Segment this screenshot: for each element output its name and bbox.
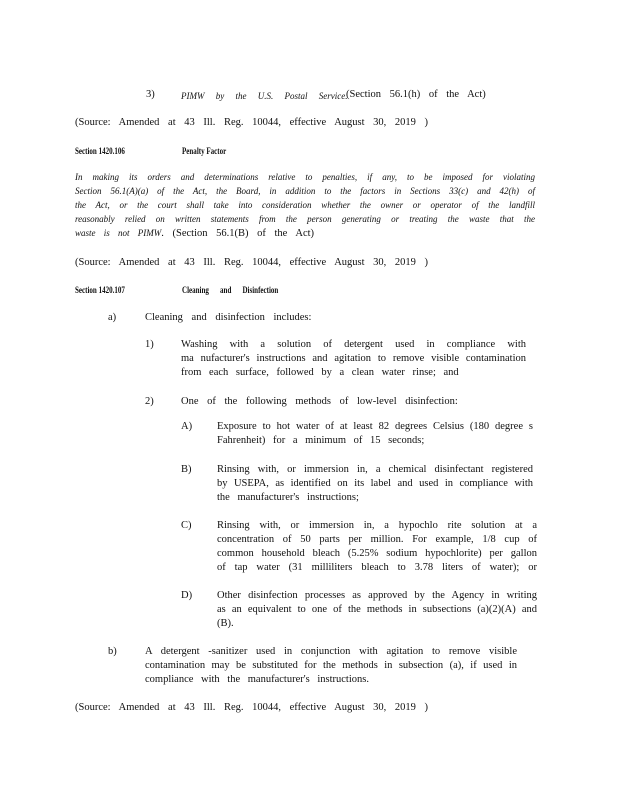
item-line: ma nufacturer's instructions and agitation to remove visible contamination (181, 353, 526, 364)
item-line: from each surface, followed by a clean water rinse; and (181, 367, 459, 378)
subitem-line: Rinsing with, or immersion in, a hypochlo rite solution at a (217, 520, 537, 531)
item-line: Washing with a solution of detergent used in compliance with (181, 339, 526, 350)
subitem-d-text (217, 589, 537, 631)
subitem-line: Fahrenheit) for a minimum of 15 seconds; (217, 435, 425, 446)
item-reference: (Section 56.1(h) of the Act) (346, 89, 486, 100)
subsection-label: a) (108, 312, 117, 323)
item-text: PIMW by the U.S. Postal Service. (181, 91, 348, 101)
item-label: 2) (145, 396, 154, 407)
source-note: (Source: Amended at 43 Ill. Reg. 10044, effective August 30, 2019 ) (75, 117, 429, 128)
subsection-line: A detergent -sanitizer used in conjunction with agitation to remove visible (145, 646, 517, 657)
italic-phrase: waste is not PIMW (75, 228, 162, 238)
subitem-line: as an equivalent to one of the methods in subsections (a)(2)(A) and (217, 604, 537, 615)
body-line: reasonably relied on written statements from the person generating or treating the waste that the (75, 214, 535, 224)
item-1-text (181, 338, 526, 380)
subsection-b-text (145, 645, 517, 687)
subsection-text: Cleaning and disinfection includes: (145, 312, 312, 323)
subitem-label: B) (181, 464, 192, 475)
body-line-last (75, 226, 535, 241)
subitem-line: by USEPA, as identified on its label and used in compliance with (217, 478, 533, 489)
item-text: One of the following methods of low-level disinfection: (181, 396, 458, 407)
subitem-line: of tap water (31 milliliters bleach to 3.78 liters of water); or (217, 562, 537, 573)
subitem-a-text (217, 420, 533, 448)
subitem-line: Rinsing with, or immersion in, a chemical disinfectant registered (217, 464, 533, 475)
subitem-label: A) (181, 421, 193, 432)
body-line: the Act, or the court shall take into consideration whether the owner or operator of the landfill (75, 200, 535, 210)
subitem-line: common household bleach (5.25% sodium hypochlorite) per gallon (217, 548, 537, 559)
subitem-line: the manufacturer's instructions; (217, 492, 359, 503)
subitem-c-text (217, 519, 537, 575)
subsection-line: contamination may be substituted for the methods in subsection (a), if used in (145, 660, 517, 671)
body-line: Section 56.1(A)(a) of the Act, the Board, in addition to the factors in Sections 33(c) and 42(h) of (75, 186, 535, 196)
section-title: Cleaning and Disinfection (182, 285, 279, 295)
section-title: Penalty Factor (182, 146, 227, 156)
section-number: Section 1420.107 (75, 285, 125, 295)
subitem-label: D) (181, 590, 193, 601)
section-106-body (75, 170, 535, 241)
subitem-b-text (217, 463, 533, 505)
subsection-line: compliance with the manufacturer's instructions. (145, 674, 369, 685)
subitem-line: Other disinfection processes as approved by the Agency in writing (217, 590, 537, 601)
subitem-line: concentration of 50 parts per million. For example, 1/8 cup of (217, 534, 537, 545)
subsection-label: b) (108, 646, 117, 657)
act-reference: . (Section 56.1(B) of the Act) (161, 228, 315, 239)
subitem-label: C) (181, 520, 192, 531)
item-label: 1) (145, 339, 154, 350)
source-note: (Source: Amended at 43 Ill. Reg. 10044, effective August 30, 2019 ) (75, 702, 429, 713)
body-line: In making its orders and determinations relative to penalties, if any, to be imposed for violating (75, 172, 535, 182)
subitem-line: (B). (217, 618, 234, 629)
source-note: (Source: Amended at 43 Ill. Reg. 10044, effective August 30, 2019 ) (75, 257, 429, 268)
item-number: 3) (146, 89, 155, 100)
section-number: Section 1420.106 (75, 146, 125, 156)
subitem-line: Exposure to hot water of at least 82 degrees Celsius (180 degree s (217, 421, 533, 432)
